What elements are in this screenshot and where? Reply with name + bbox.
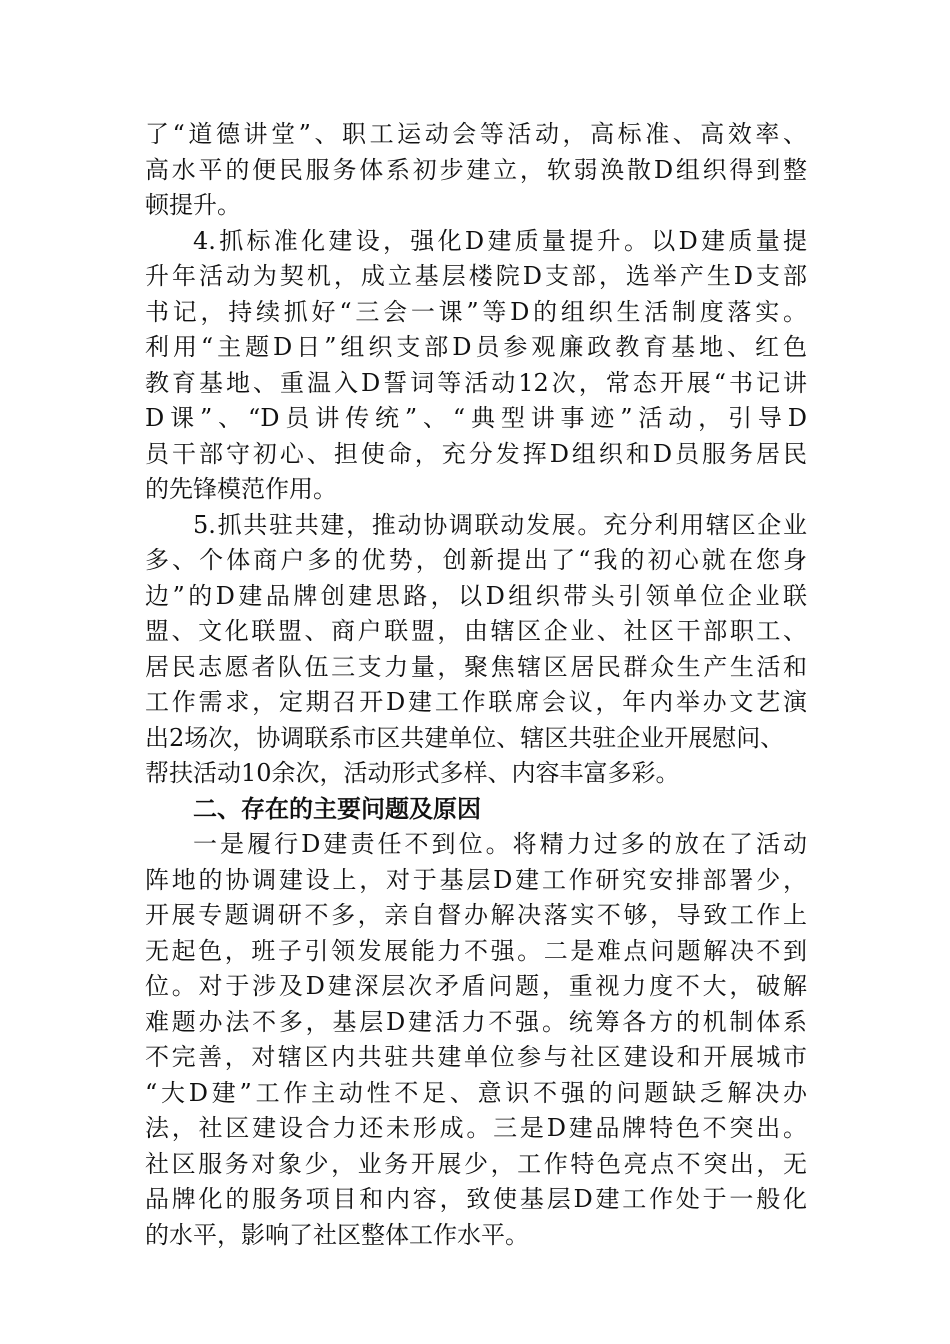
paragraph-first-line: 4.抓标准化建设，强化D建质量提升。以D建质量提 <box>193 226 807 255</box>
paragraph-line: 社区服务对象少，业务开展少，工作特色亮点不突出，无 <box>145 1149 807 1178</box>
paragraph-line: 教育基地、重温入D誓词等活动12次，常态开展“书记讲 <box>145 368 807 397</box>
paragraph-line: 位。对于涉及D建深层次矛盾问题，重视力度不大，破解 <box>145 972 807 1000</box>
paragraph-line: 帮扶活动10余次，活动形式多样、内容丰富多彩。 <box>145 759 680 787</box>
paragraph-line: “大D建”工作主动性不足、意识不强的问题缺乏解决办 <box>145 1078 807 1107</box>
paragraph-line: 了“道德讲堂”、职工运动会等活动，高标准、高效率、 <box>145 120 807 148</box>
paragraph-line: 的先锋模范作用。 <box>145 475 337 503</box>
document-body <box>145 117 807 1253</box>
paragraph-line: 工作需求，定期召开D建工作联席会议，年内举办文艺演 <box>145 688 807 716</box>
paragraph-line: 法，社区建设合力还未形成。三是D建品牌特色不突出。 <box>145 1114 807 1142</box>
paragraph-line: 顿提升。 <box>145 191 241 219</box>
paragraph-line: 难题办法不多，基层D建活力不强。统筹各方的机制体系 <box>145 1007 807 1036</box>
paragraph-line: 书记，持续抓好“三会一课”等D的组织生活制度落实。 <box>145 297 807 326</box>
paragraph-line: D课”、“D员讲传统”、“典型讲事迹”活动，引导D <box>145 404 807 432</box>
paragraph-line: 升年活动为契机，成立基层楼院D支部，选举产生D支部 <box>145 262 807 290</box>
paragraph-line: 边”的D建品牌创建思路，以D组织带头引领单位企业联 <box>145 581 807 610</box>
paragraph-line: 开展专题调研不多，亲自督办解决落实不够，导致工作上 <box>145 901 807 929</box>
paragraph-line: 居民志愿者队伍三支力量，聚焦辖区居民群众生产生活和 <box>145 652 807 681</box>
paragraph-line: 员干部守初心、担使命，充分发挥D组织和D员服务居民 <box>145 439 807 468</box>
paragraph-line: 的水平，影响了社区整体工作水平。 <box>145 1220 529 1249</box>
paragraph-line: 无起色，班子引领发展能力不强。二是难点问题解决不到 <box>145 936 807 965</box>
paragraph-line: 品牌化的服务项目和内容，致使基层D建工作处于一般化 <box>145 1185 807 1213</box>
paragraph-first-line: 一是履行D建责任不到位。将精力过多的放在了活动 <box>193 830 807 858</box>
paragraph-line: 阵地的协调建设上，对于基层D建工作研究安排部署少， <box>145 865 807 894</box>
paragraph-line: 利用“主题D日”组织支部D员参观廉政教育基地、红色 <box>145 333 807 361</box>
section-heading: 二、存在的主要问题及原因 <box>193 794 481 823</box>
paragraph-line: 出2场次，协调联系市区共建单位、辖区共驻企业开展慰问、 <box>145 723 785 752</box>
paragraph-line: 高水平的便民服务体系初步建立，软弱涣散D组织得到整 <box>145 155 807 184</box>
paragraph-line: 盟、文化联盟、商户联盟，由辖区企业、社区干部职工、 <box>145 617 807 645</box>
paragraph-line: 多、个体商户多的优势，创新提出了“我的初心就在您身 <box>145 546 807 574</box>
paragraph-first-line: 5.抓共驻共建，推动协调联动发展。充分利用辖区企业 <box>193 510 807 539</box>
paragraph-line: 不完善，对辖区内共驻共建单位参与社区建设和开展城市 <box>145 1043 807 1071</box>
